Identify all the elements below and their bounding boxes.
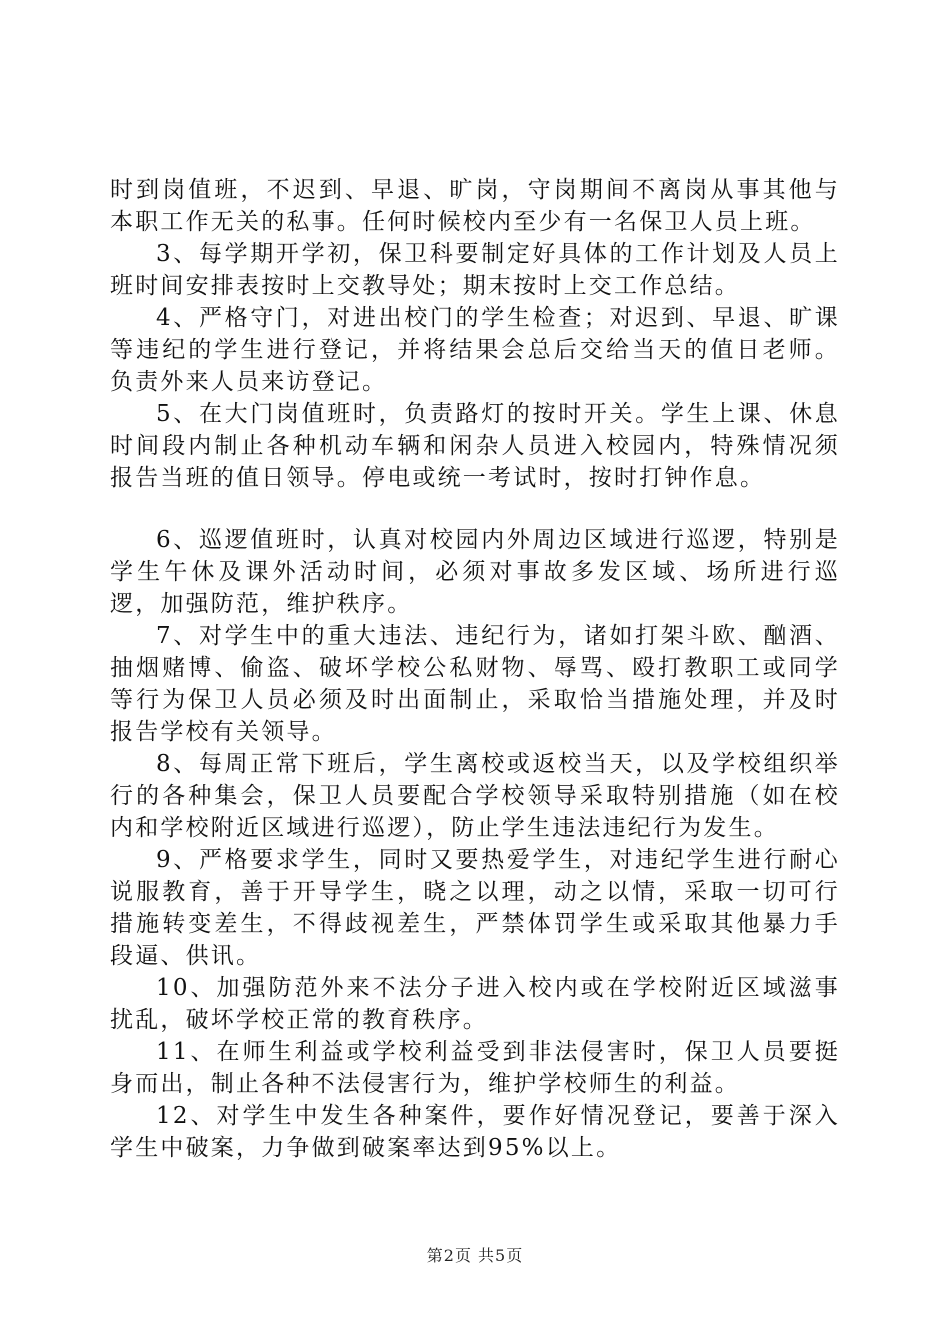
paragraph-7: 8、每周正常下班后，学生离校或返校当天，以及学校组织举行的各种集会，保卫人员要配合学校领导采取特别措施（如在校内和学校附近区域进行巡逻），防止学生违法违纪行为发生。 [110,751,840,841]
paragraph-1: 时到岗值班，不迟到、早退、旷岗，守岗期间不离岗从事其他与本职工作无关的私事。任何时候校内至少有一名保卫人员上班。 [110,177,840,235]
paragraph-6: 7、对学生中的重大违法、违纪行为，诸如打架斗欧、酗酒、抽烟赌博、偷盗、破坏学校公私财物、辱骂、殴打教职工或同学等行为保卫人员必须及时出面制止，采取恰当措施处理，并及时报告学校有关领导。 [110,623,840,745]
paragraph-9: 10、加强防范外来不法分子进入校内或在学校附近区域滋事扰乱，破坏学校正常的教育秩序。 [110,975,840,1033]
paragraph-10: 11、在师生利益或学校利益受到非法侵害时，保卫人员要挺身而出，制止各种不法侵害行为，维护学校师生的利益。 [110,1039,840,1097]
paragraph-4: 5、在大门岗值班时，负责路灯的按时开关。学生上课、休息时间段内制止各种机动车辆和闲杂人员进入校园内，特殊情况须报告当班的值日领导。停电或统一考试时，按时打钟作息。 [110,401,840,491]
paragraph-5: 6、巡逻值班时，认真对校园内外周边区域进行巡逻，特别是学生午休及课外活动时间，必须对事故多发区域、场所进行巡逻，加强防范，维护秩序。 [110,527,840,617]
paragraph-8: 9、严格要求学生，同时又要热爱学生，对违纪学生进行耐心说服教育，善于开导学生，晓之以理，动之以情，采取一切可行措施转变差生，不得歧视差生，严禁体罚学生或采取其他暴力手段逼、供讯。 [110,847,840,969]
page-footer: 第2页 共5页 [426,1246,524,1265]
body-text [110,174,840,1164]
paragraph-2: 3、每学期开学初，保卫科要制定好具体的工作计划及人员上班时间安排表按时上交教导处；期末按时上交工作总结。 [110,241,840,299]
paragraph-11: 12、对学生中发生各种案件，要作好情况登记，要善于深入学生中破案，力争做到破案率达到95%以上。 [110,1103,840,1161]
paragraph-3: 4、严格守门，对进出校门的学生检查；对迟到、早退、旷课等违纪的学生进行登记，并将结果会总后交给当天的值日老师。负责外来人员来访登记。 [110,305,840,395]
